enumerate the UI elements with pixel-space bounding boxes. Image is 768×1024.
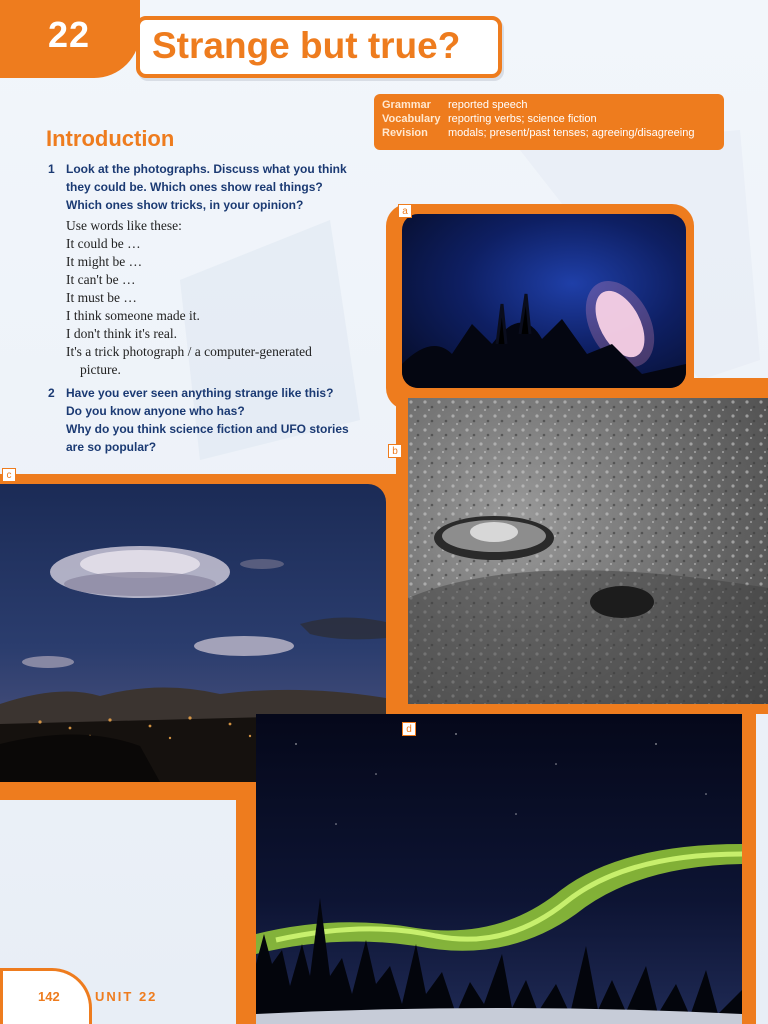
info-value: reporting verbs; science fiction xyxy=(448,113,597,125)
phrase: It must be … xyxy=(66,290,137,305)
question-line: Look at the photographs. Discuss what you think xyxy=(66,162,347,176)
photo-label-a: a xyxy=(398,204,412,218)
photo-b xyxy=(408,398,768,704)
photo-label-c: c xyxy=(2,468,16,482)
phrase-continued: picture. xyxy=(80,362,121,377)
info-row-vocabulary xyxy=(382,112,716,126)
question-line: Which ones show tricks, in your opinion? xyxy=(66,198,304,212)
question-line: Have you ever seen anything strange like this? xyxy=(66,386,334,400)
question-number: 1 xyxy=(48,162,55,176)
page-title: Strange but true? xyxy=(152,25,461,66)
question-1 xyxy=(48,160,376,214)
question-number: 2 xyxy=(48,386,55,400)
info-label: Vocabulary xyxy=(382,113,441,125)
question-line: they could be. Which ones show real things? xyxy=(66,180,323,194)
photo-a-art xyxy=(402,214,686,388)
useful-phrases xyxy=(66,217,376,379)
section-heading: Introduction xyxy=(46,126,175,151)
phrase: It can't be … xyxy=(66,272,136,287)
phrases-intro: Use words like these: xyxy=(66,218,182,233)
phrase: It could be … xyxy=(66,236,141,251)
unit-info-box xyxy=(374,94,724,150)
photo-label-d: d xyxy=(402,722,416,736)
photo-a xyxy=(402,214,686,388)
info-row-revision xyxy=(382,126,716,140)
phrase: It might be … xyxy=(66,254,143,269)
info-value: reported speech xyxy=(448,99,528,111)
photo-d xyxy=(256,714,742,1024)
page-number: 142 xyxy=(38,989,60,1004)
question-2 xyxy=(48,384,376,456)
photo-b-art xyxy=(408,398,768,704)
phrase: It's a trick photograph / a computer-generated xyxy=(66,344,312,359)
photo-label-b: b xyxy=(388,444,402,458)
question-line: Why do you think science fiction and UFO stories xyxy=(66,422,349,436)
info-row-grammar xyxy=(382,98,716,112)
info-value: modals; present/past tenses; agreeing/disagreeing xyxy=(448,127,695,139)
question-line: are so popular? xyxy=(66,440,157,454)
phrase: I think someone made it. xyxy=(66,308,200,323)
photo-d-art xyxy=(256,714,742,1024)
question-line: Do you know anyone who has? xyxy=(66,404,245,418)
info-label: Revision xyxy=(382,127,428,139)
footer-unit-label: UNIT 22 xyxy=(95,989,158,1004)
unit-number: 22 xyxy=(48,14,91,55)
phrase: I don't think it's real. xyxy=(66,326,177,341)
info-label: Grammar xyxy=(382,99,431,111)
